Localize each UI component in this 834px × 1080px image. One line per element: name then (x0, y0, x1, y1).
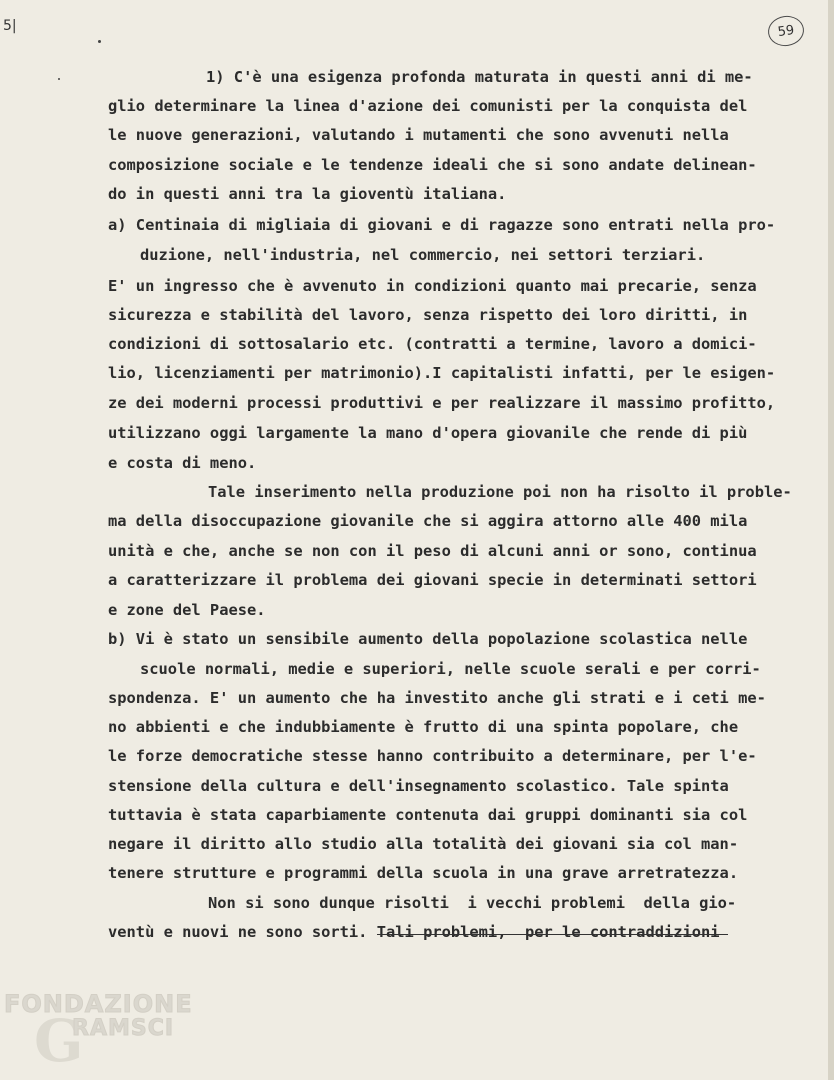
text-segment: ventù e nuovi ne sono sorti. (108, 923, 368, 941)
text-line: Tale inserimento nella produzione poi non ha risolto il proble- (208, 483, 792, 501)
text-line: do in questi anni tra la gioventù italiana. (108, 185, 507, 203)
watermark-line2: RAMSCI (72, 1016, 175, 1041)
text-line: tenere strutture e programmi della scuola in una grave arretratezza. (108, 864, 739, 882)
text-line: negare il diritto allo studio alla totalità dei giovani sia col man- (108, 835, 739, 853)
text-line: ma della disoccupazione giovanile che si aggira attorno alle 400 mila (108, 512, 748, 530)
text-line: a) Centinaia di migliaia di giovani e di ragazze sono entrati nella pro- (108, 216, 776, 234)
watermark-logo (4, 988, 214, 1075)
text-line: a caratterizzare il problema dei giovani specie in determinati settori (108, 571, 757, 589)
text-line: spondenza. E' un aumento che ha investito anche gli strati e i ceti me- (108, 689, 766, 707)
text-line: E' un ingresso che è avvenuto in condizioni quanto mai precarie, senza (108, 277, 757, 295)
text-line: no abbienti e che indubbiamente è frutto di una spinta popolare, che (108, 718, 739, 736)
text-line: le forze democratiche stesse hanno contribuito a determinare, per l'e- (108, 747, 757, 765)
text-line: le nuove generazioni, valutando i mutamenti che sono avvenuti nella (108, 126, 729, 144)
watermark-letter: G (34, 1007, 84, 1075)
text-line: 1) C'è una esigenza profonda maturata in questi anni di me- (206, 68, 753, 86)
text-line: utilizzano oggi largamente la mano d'opera giovanile che rende di più (108, 424, 748, 442)
corner-mark: 5| (3, 18, 17, 34)
text-line: scuole normali, medie e superiori, nelle scuole serali e per corri- (140, 660, 761, 678)
text-line: tuttavia è stata caparbiamente contenuta dai gruppi dominanti sia col (108, 806, 748, 824)
page-number: 59 (766, 14, 806, 49)
text-line: b) Vi è stato un sensibile aumento della popolazione scolastica nelle (108, 630, 748, 648)
text-line: sicurezza e stabilità del lavoro, senza rispetto dei loro diritti, in (108, 306, 748, 324)
struck-text: Tali problemi, per le contraddizioni (376, 923, 720, 941)
text-line: condizioni di sottosalario etc. (contratti a termine, lavoro a domici- (108, 335, 757, 353)
text-line: ze dei moderni processi produttivi e per realizzare il massimo profitto, (108, 394, 776, 412)
text-line: e zone del Paese. (108, 601, 266, 619)
text-line: duzione, nell'industria, nel commercio, nei settori terziari. (140, 246, 706, 264)
text-line: composizione sociale e le tendenze ideali che si sono andate delinean- (108, 156, 757, 174)
text-line (108, 921, 720, 943)
text-line: stensione della cultura e dell'insegnamento scolastico. Tale spinta (108, 777, 729, 795)
text-line: e costa di meno. (108, 454, 257, 472)
text-line: unità e che, anche se non con il peso di alcuni anni or sono, continua (108, 542, 757, 560)
watermark-line1: FONDAZIONE (4, 990, 193, 1018)
text-line: glio determinare la linea d'azione dei comunisti per la conquista del (108, 97, 748, 115)
text-line: lio, licenziamenti per matrimonio).I capitalisti infatti, per le esigen- (108, 364, 776, 382)
text-line: Non si sono dunque risolti i vecchi problemi della gio- (208, 894, 737, 912)
